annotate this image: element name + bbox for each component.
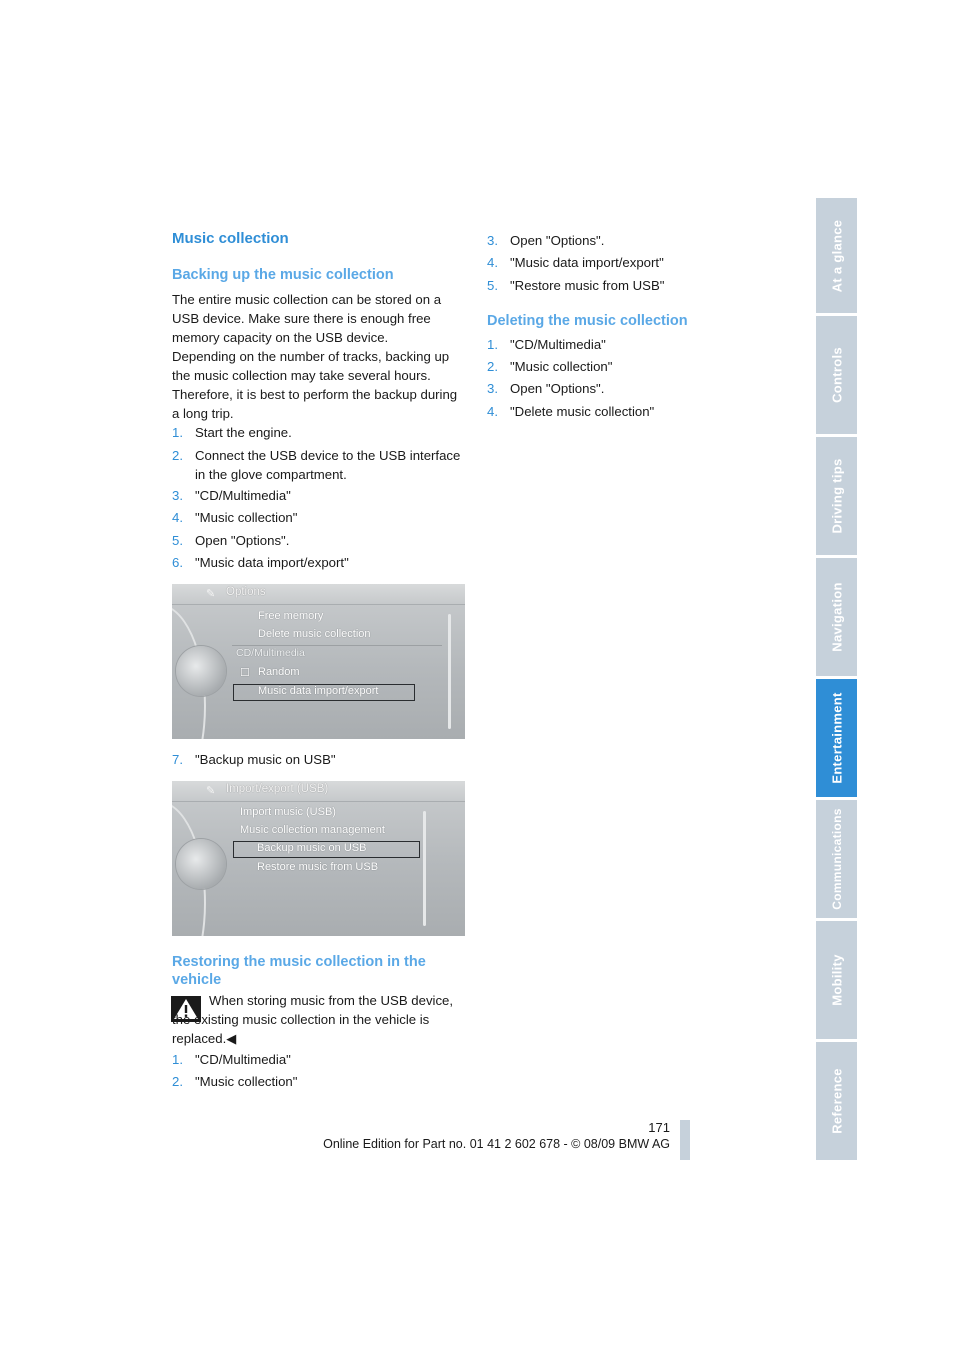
screen-item: Backup music on USB <box>257 842 367 854</box>
backup-heading: Backing up the music collection <box>172 267 394 283</box>
backup-paragraph-1: The entire music collection can be stored on a USB device. Make sure there is enough free memory capacity on the USB device. <box>172 292 442 345</box>
tab-navigation[interactable]: Navigation <box>816 558 857 676</box>
tab-reference[interactable]: Reference <box>816 1042 857 1160</box>
page-marker <box>680 1120 690 1160</box>
tab-entertainment[interactable]: Entertainment <box>816 679 857 797</box>
footer-text: Online Edition for Part no. 01 41 2 602 678 - © 08/09 BMW AG <box>323 1137 670 1151</box>
delete-heading: Deleting the music collection <box>487 313 688 329</box>
tab-driving-tips[interactable]: Driving tips <box>816 437 857 555</box>
screen-item: Import music (USB) <box>240 806 336 818</box>
screen-item: Music collection management <box>240 824 385 836</box>
restore-heading: Restoring the music collection in the vehicle <box>172 954 426 988</box>
warning-text: When storing music from the USB device, the existing music collection in the vehicle is replaced.◀ <box>172 993 454 1046</box>
screen-title: Options <box>226 586 266 598</box>
options-screen-image <box>172 584 465 739</box>
backup-paragraph-2: Depending on the number of tracks, backing up the music collection may take several hours. Therefore, it is best to perform the backup during a long trip. <box>172 349 458 421</box>
page-number: 171 <box>648 1120 670 1135</box>
tab-controls[interactable]: Controls <box>816 316 857 434</box>
tab-mobility[interactable]: Mobility <box>816 921 857 1039</box>
tab-communications[interactable]: Communications <box>816 800 857 918</box>
controller-knob-icon <box>176 839 226 889</box>
section-heading: Music collection <box>172 230 289 247</box>
screen-item: Restore music from USB <box>257 861 379 873</box>
screen-item: Random <box>258 666 300 678</box>
screen-item: CD/Multimedia <box>236 647 305 659</box>
screen-item: Delete music collection <box>258 628 371 640</box>
controller-knob-icon <box>176 646 226 696</box>
edit-icon: ✎ <box>206 588 216 600</box>
checkbox-icon: ☐ <box>240 667 250 679</box>
screen-title: Import/export (USB) <box>226 783 329 795</box>
screen-item: Music data import/export <box>258 685 379 697</box>
screen-item: Free memory <box>258 610 324 622</box>
tab-at-a-glance[interactable]: At a glance <box>816 198 857 313</box>
import-export-screen-image <box>172 781 465 936</box>
edit-icon: ✎ <box>206 785 216 797</box>
